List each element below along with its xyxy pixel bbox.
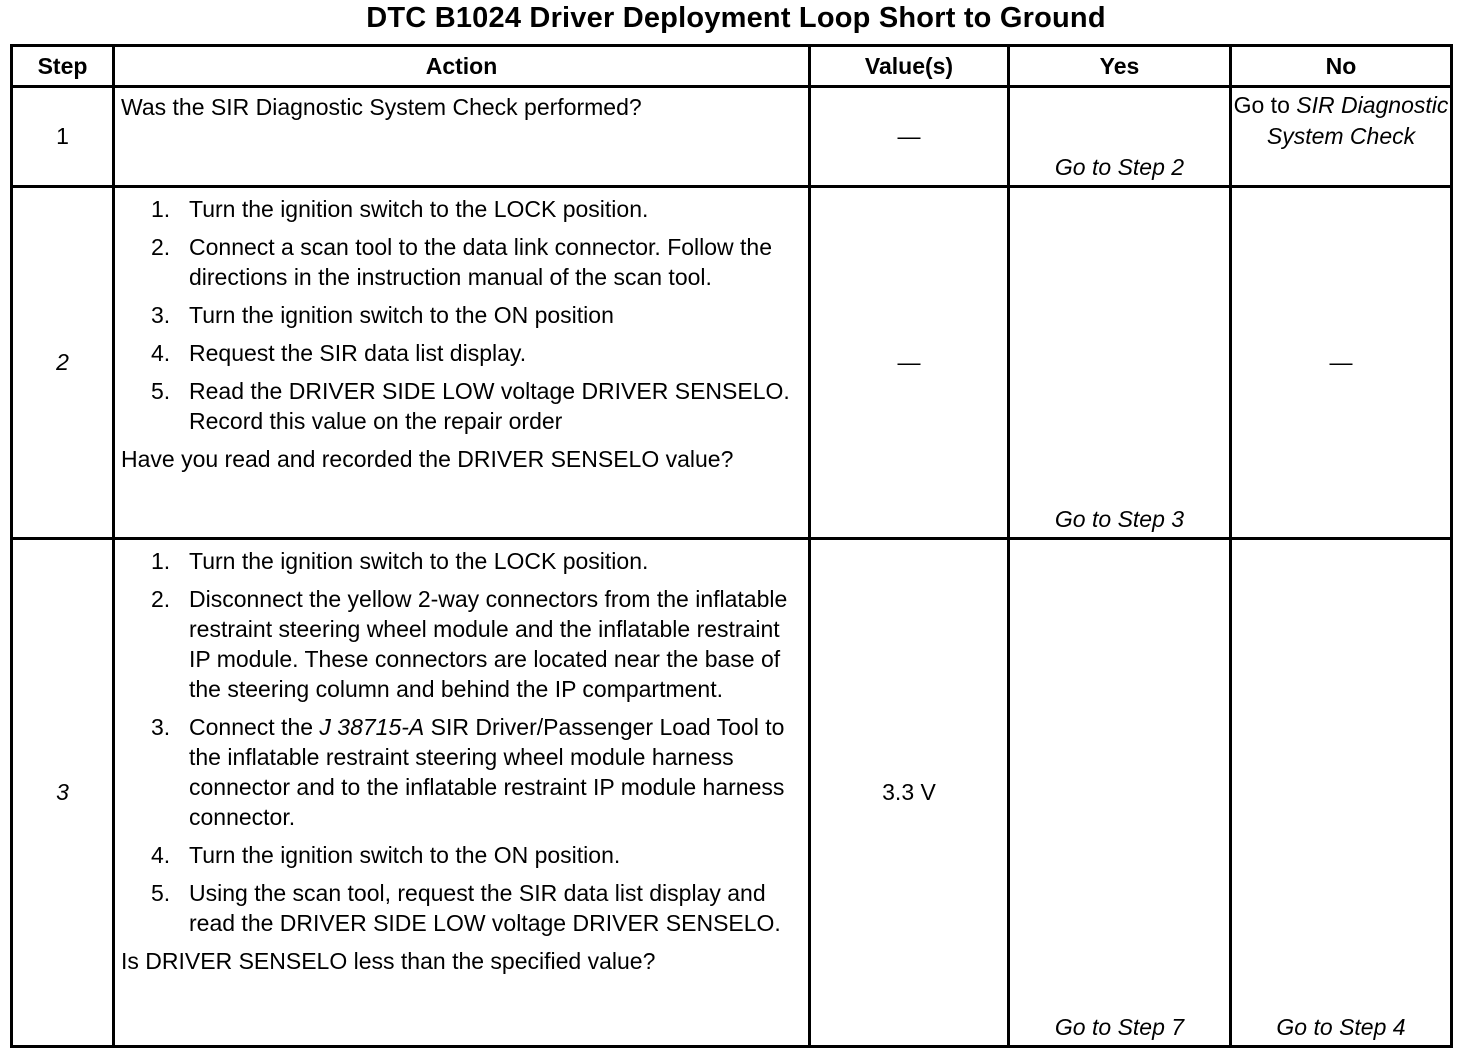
action-steps (121, 194, 802, 436)
list-item (121, 546, 802, 576)
header-no: No (1231, 46, 1452, 87)
item-number: 3. (151, 302, 171, 328)
item-text: Turn the ignition switch to the ON position (189, 302, 614, 328)
item-number: 2. (151, 234, 171, 260)
action-cell (114, 187, 810, 539)
item-text: Request the SIR data list display. (189, 340, 527, 366)
header-row (12, 46, 1452, 87)
value-cell: — (810, 87, 1009, 187)
list-item (121, 840, 802, 870)
page-title: DTC B1024 Driver Deployment Loop Short to Ground (366, 2, 1106, 34)
item-number: 2. (151, 586, 171, 612)
value-cell: 3.3 V (810, 539, 1009, 1047)
no-link (1232, 88, 1450, 152)
item-number: 4. (151, 842, 171, 868)
list-item (121, 712, 802, 832)
header-yes: Yes (1009, 46, 1231, 87)
item-number: 3. (151, 714, 171, 740)
no-cell (1231, 539, 1452, 1047)
header-action: Action (114, 46, 810, 87)
no-target: SIR Diagnostic System Check (1266, 92, 1449, 149)
yes-link: Go to Step 2 (1054, 154, 1185, 180)
list-item (121, 338, 802, 368)
list-item (121, 300, 802, 330)
item-text: Turn the ignition switch to the LOCK position. (189, 548, 649, 574)
item-text: Turn the ignition switch to the ON position. (189, 842, 621, 868)
yes-cell (1009, 187, 1231, 539)
action-steps (121, 546, 802, 938)
item-text: Connect a scan tool to the data link connector. Follow the directions in the instruction manual of the scan tool. (189, 234, 773, 290)
no-prefix: Go to (1233, 92, 1297, 118)
diagnostic-table (10, 44, 1453, 1048)
item-text: Turn the ignition switch to the LOCK position. (189, 196, 649, 222)
item-text: Connect the (189, 714, 320, 740)
item-text: Read the DRIVER SIDE LOW voltage DRIVER SENSELO. Record this value on the repair order (189, 378, 790, 434)
action-question: Is DRIVER SENSELO less than the specified value? (121, 948, 656, 974)
table-row (12, 187, 1452, 539)
table-row (12, 87, 1452, 187)
no-cell (1231, 87, 1452, 187)
step-number: 1 (12, 87, 114, 187)
list-item (121, 376, 802, 436)
value-cell: — (810, 187, 1009, 539)
list-item (121, 232, 802, 292)
item-number: 5. (151, 378, 171, 404)
list-item (121, 878, 802, 938)
item-text: Using the scan tool, request the SIR data list display and read the DRIVER SIDE LOW voltage DRIVER SENSELO. (189, 880, 781, 936)
no-link: Go to Step 4 (1276, 1014, 1406, 1040)
step-number: 2 (12, 187, 114, 539)
step-number: 3 (12, 539, 114, 1047)
yes-link: Go to Step 7 (1054, 1014, 1185, 1040)
header-step: Step (12, 46, 114, 87)
list-item (121, 194, 802, 224)
tool-number: J 38715-A (319, 714, 425, 740)
item-number: 4. (151, 340, 171, 366)
action-cell (114, 87, 810, 187)
table-row (12, 539, 1452, 1047)
action-cell (114, 539, 810, 1047)
yes-link: Go to Step 3 (1054, 506, 1185, 532)
action-question: Was the SIR Diagnostic System Check performed? (121, 94, 642, 120)
list-item (121, 584, 802, 704)
action-question: Have you read and recorded the DRIVER SENSELO value? (121, 446, 734, 472)
item-number: 1. (151, 548, 171, 574)
item-text: SIR Driver/Passenger Load Tool to the inflatable restraint steering wheel module harness connector and to the inflatable restraint IP module harness connector. (189, 714, 785, 830)
yes-cell (1009, 539, 1231, 1047)
item-number: 5. (151, 880, 171, 906)
item-number: 1. (151, 196, 171, 222)
item-text: Disconnect the yellow 2-way connectors from the inflatable restraint steering wheel module and the inflatable restraint IP module. These connectors are located near the base of the steering column and behind the IP compartment. (189, 586, 788, 702)
no-cell: — (1231, 187, 1452, 539)
yes-cell (1009, 87, 1231, 187)
header-values: Value(s) (810, 46, 1009, 87)
